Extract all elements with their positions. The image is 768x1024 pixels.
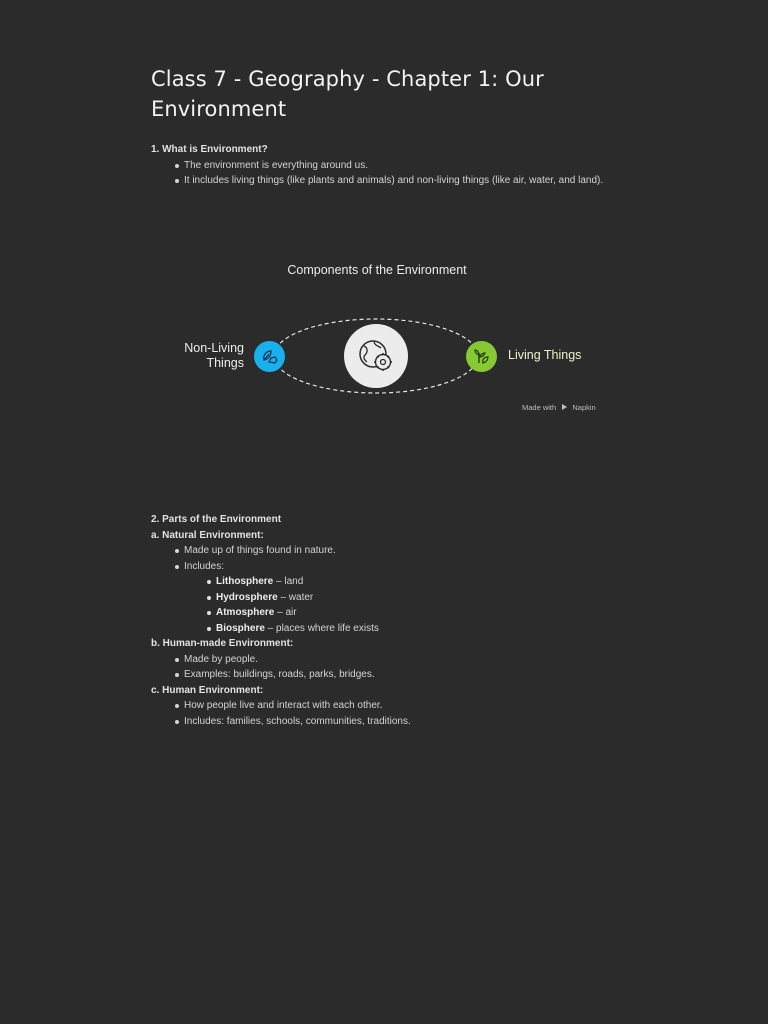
subsection-heading: c. Human Environment: [151, 684, 264, 696]
leaf-rock-icon [254, 341, 285, 372]
list-item [151, 574, 611, 590]
list-item [151, 621, 611, 637]
list-item: Includes: [151, 559, 611, 575]
section-heading: 2. Parts of the Environment [151, 514, 282, 525]
bullet-list [151, 543, 611, 636]
made-with-napkin-watermark [522, 403, 596, 412]
term-atmosphere: Atmosphere [216, 607, 275, 618]
watermark-brand: Napkin [572, 403, 596, 412]
bullet-list [151, 652, 611, 683]
term-description: – air [274, 607, 297, 618]
napkin-logo-icon [561, 403, 568, 411]
living-things-node [466, 341, 497, 372]
list-item: How people live and interact with each other. [151, 698, 611, 714]
globe-gear-icon [344, 324, 408, 388]
environment-diagram [140, 250, 620, 430]
term-description: – water [277, 591, 314, 603]
page-title: Class 7 - Geography - Chapter 1: Our Environment [151, 67, 544, 121]
section-what-is-environment [151, 142, 611, 189]
non-living-things-node [254, 341, 285, 372]
subsection-heading: b. Human-made Environment: [151, 638, 294, 649]
list-item: Made up of things found in nature. [151, 543, 611, 559]
list-item [151, 590, 611, 606]
includes-list [151, 574, 611, 636]
watermark-prefix: Made with [522, 403, 557, 412]
term-description: – land [273, 576, 304, 587]
environment-center-node [344, 324, 408, 388]
list-item [151, 605, 611, 621]
list-item: Made by people. [151, 652, 611, 668]
term-hydrosphere: Hydrosphere [216, 591, 278, 603]
term-description: – places where life exists [264, 622, 379, 634]
bullet-list [151, 158, 611, 189]
bullet-list [151, 698, 611, 729]
plant-sprout-icon [466, 341, 497, 372]
section-heading: 1. What is Environment? [151, 144, 268, 155]
subsection-heading: a. Natural Environment: [151, 529, 264, 541]
living-things-label: Living Things [508, 348, 582, 362]
term-biosphere: Biosphere [216, 622, 265, 634]
list-item: Includes: families, schools, communities, traditions. [151, 714, 611, 730]
list-item: Examples: buildings, roads, parks, bridges. [151, 667, 611, 683]
diagram-title: Components of the Environment [287, 263, 467, 277]
section-parts-of-environment [151, 512, 611, 729]
nested-list-container [151, 574, 611, 636]
list-item: The environment is everything around us. [151, 158, 611, 174]
term-lithosphere: Lithosphere [216, 576, 274, 587]
non-living-things-label: Non-Living Things [184, 341, 244, 370]
list-item: It includes living things (like plants and animals) and non-living things (like air, water, and land). [151, 173, 611, 189]
